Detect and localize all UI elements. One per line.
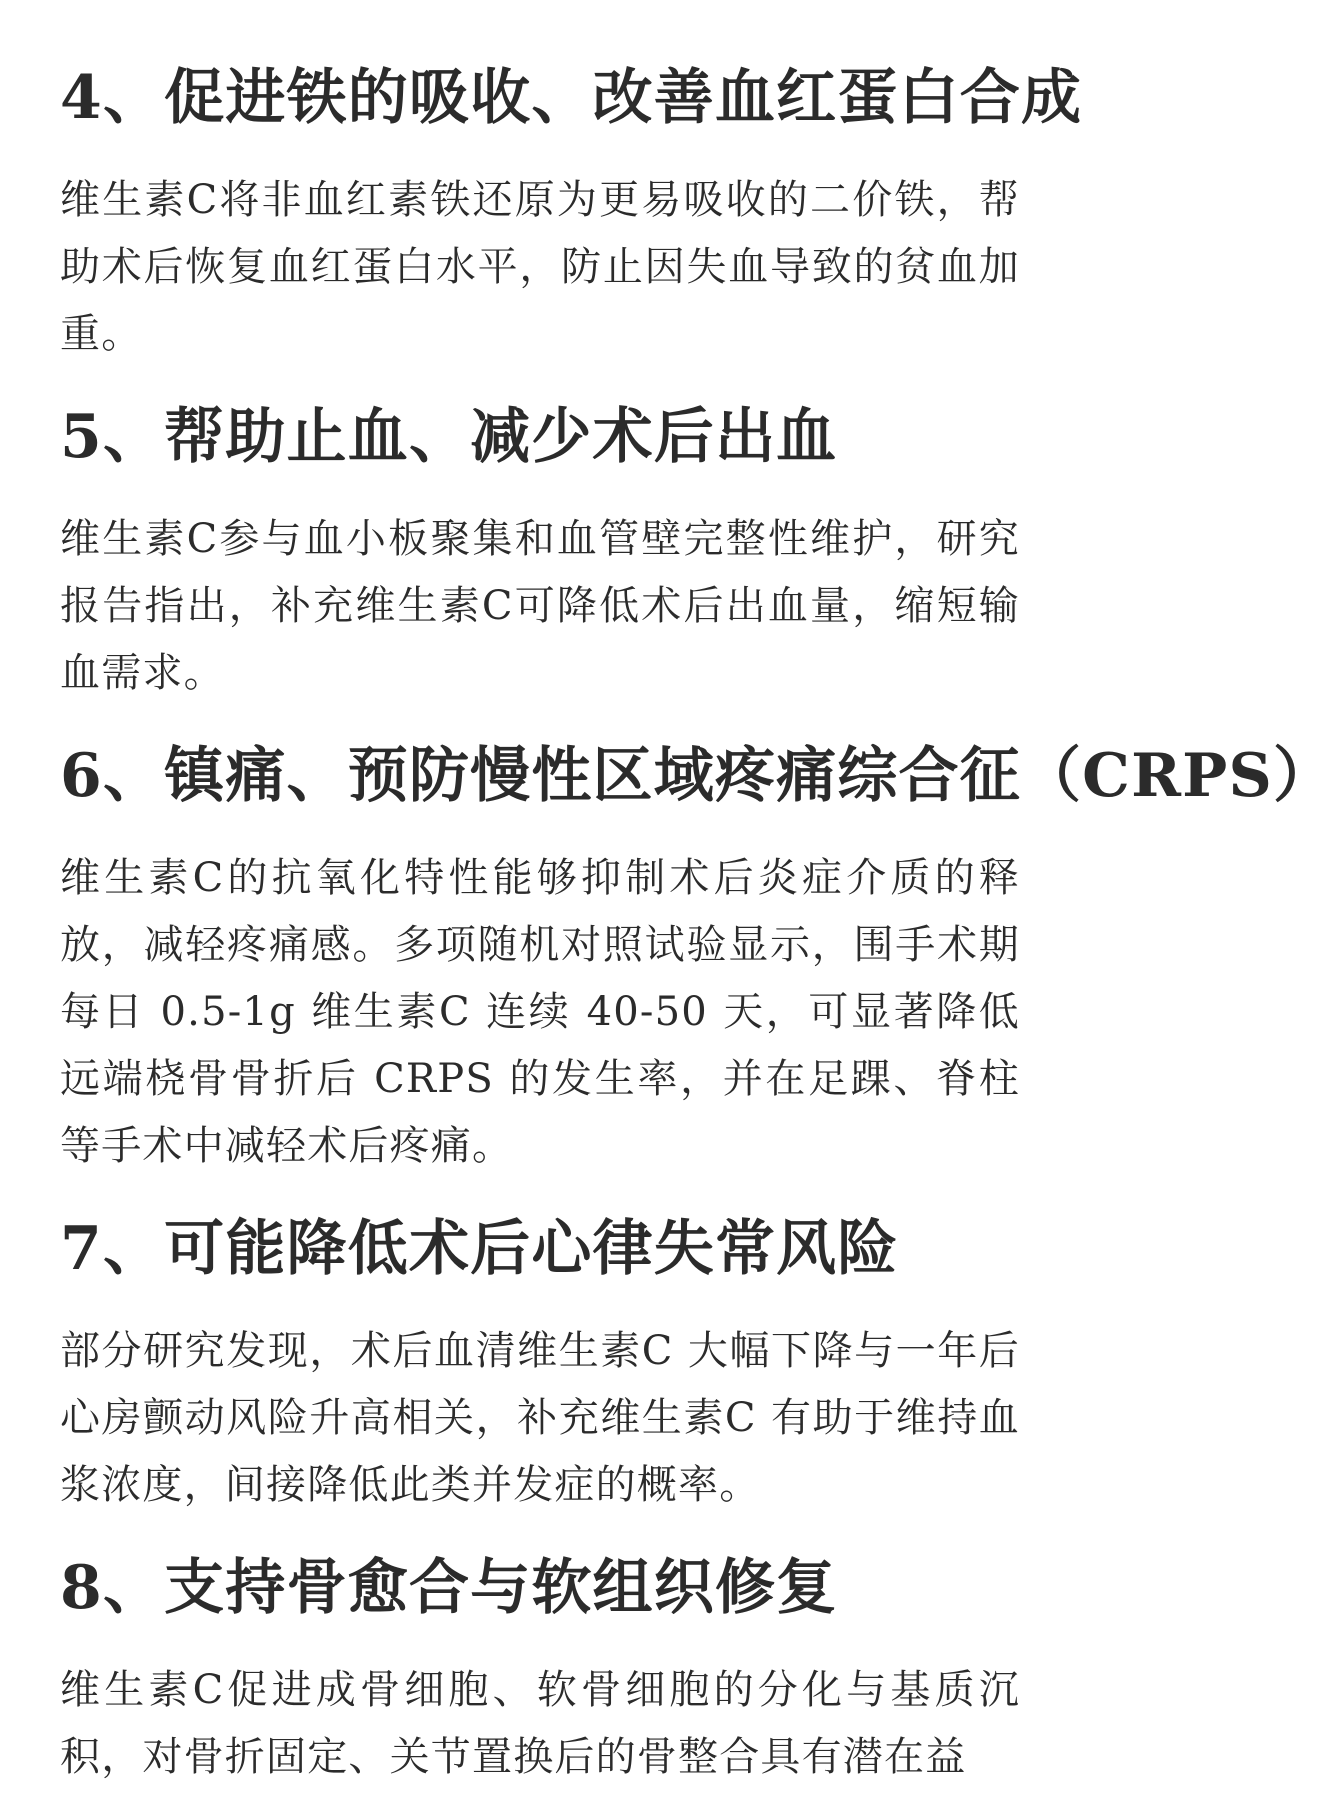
section-paragraph: 维生素C促进成骨细胞、软骨细胞的分化与基质沉积，对骨折固定、关节置换后的骨整合具有潜在益 [60,1667,1020,1780]
section-heading: 6、镇痛、预防慢性区域疼痛综合征（CRPS） [60,741,1334,811]
article-body [60,62,1334,1791]
section-paragraph: 维生素C将非血红素铁还原为更易吸收的二价铁，帮助术后恢复血红蛋白水平，防止因失血导致的贫血加重。 [60,177,1020,357]
section-arrhythmia [60,1213,1020,1519]
section-bone-healing [60,1552,1020,1791]
section-heading: 7、可能降低术后心律失常风险 [60,1214,899,1284]
section-pain-crps [60,740,1334,1180]
section-heading: 5、帮助止血、减少术后出血 [60,402,838,472]
section-hemostasis [60,401,1020,707]
section-heading: 4、促进铁的吸收、改善血红蛋白合成 [60,63,1083,133]
section-paragraph: 部分研究发现，术后血清维生素C 大幅下降与一年后心房颤动风险升高相关，补充维生素C 有助于维持血浆浓度，间接降低此类并发症的概率。 [60,1328,1020,1508]
section-paragraph: 维生素C的抗氧化特性能够抑制术后炎症介质的释放，减轻疼痛感。多项随机对照试验显示，围手术期每日 0.5-1g 维生素C 连续 40-50 天，可显著降低远端桡骨骨折后 CRPS 的发生率，并在足踝、脊柱等手术中减轻术后疼痛。 [60,855,1020,1169]
section-iron-absorption [60,62,1083,368]
section-paragraph: 维生素C参与血小板聚集和血管壁完整性维护，研究报告指出，补充维生素C可降低术后出血量，缩短输血需求。 [60,516,1020,696]
section-heading: 8、支持骨愈合与软组织修复 [60,1553,838,1623]
